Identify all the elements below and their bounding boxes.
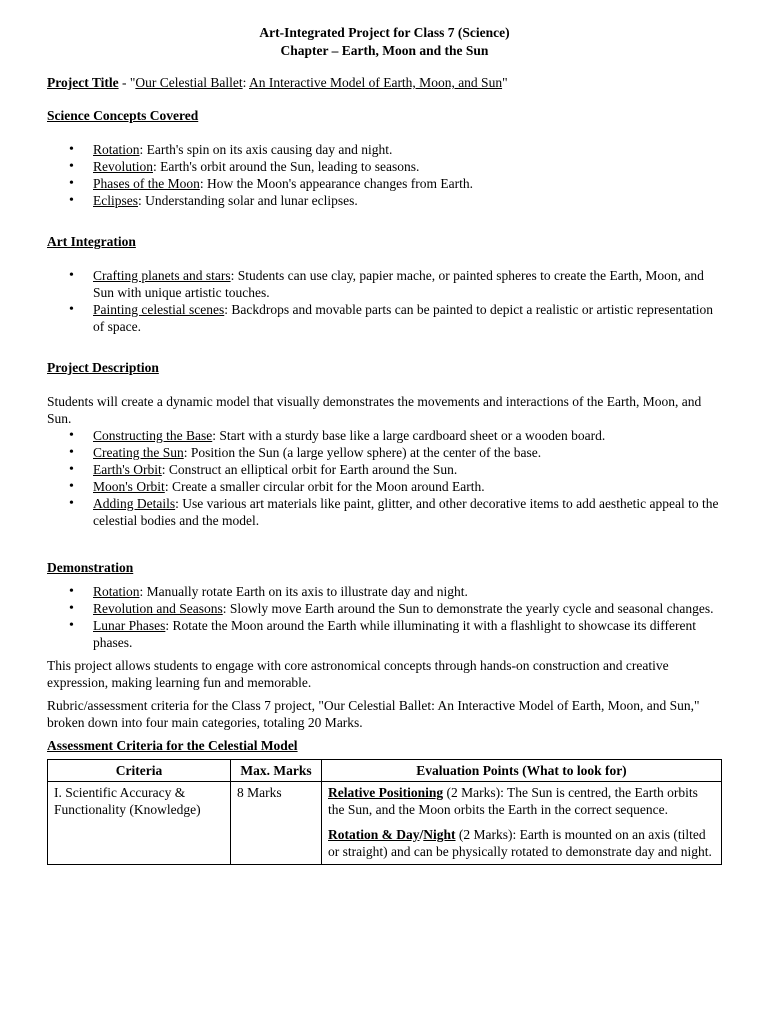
evaluation-point-text: (2 Marks): The Sun is centred, the Earth orbits the Sun, and the Moon orbits the Earth in the correct sequence. <box>328 785 698 817</box>
art-heading: Art Integration <box>47 234 136 249</box>
list-item <box>93 141 722 158</box>
assessment-heading: Assessment Criteria for the Celestial Model <box>47 738 298 753</box>
list-item-term: Revolution and Seasons <box>93 601 223 616</box>
list-item <box>93 461 722 478</box>
document-page <box>47 24 722 865</box>
evaluation-point <box>328 826 715 860</box>
rubric-intro: Rubric/assessment criteria for the Class 7 project, "Our Celestial Ballet: An Interactive Model of Earth, Moon, and Sun," broken down into four main categories, totaling 20 Marks. <box>47 698 700 730</box>
marks-cell: 8 Marks <box>231 782 322 865</box>
column-header-criteria: Criteria <box>48 760 231 782</box>
project-title-colon: : <box>242 75 249 90</box>
demo-heading: Demonstration <box>47 560 134 575</box>
list-item-text: : Construct an elliptical orbit for Earth around the Sun. <box>161 462 458 477</box>
list-item-term: Earth's Orbit <box>93 462 162 477</box>
title-line-1: Art-Integrated Project for Class 7 (Science) <box>259 25 510 40</box>
list-item-term: Crafting planets and stars <box>93 268 231 283</box>
list-item <box>93 495 722 529</box>
list-item-text: : Start with a sturdy base like a large cardboard sheet or a wooden board. <box>212 428 606 443</box>
description-list <box>47 427 722 529</box>
list-item-text: : Backdrops and movable parts can be painted to depict a realistic or artistic representation of space. <box>93 302 714 334</box>
list-item <box>93 478 722 495</box>
list-item <box>93 427 722 444</box>
list-item-term: Rotation <box>93 142 140 157</box>
list-item <box>93 158 722 175</box>
project-title-sep: - " <box>118 75 136 90</box>
list-item-term: Adding Details <box>93 496 176 511</box>
list-item <box>93 600 722 617</box>
column-header-marks: Max. Marks <box>231 760 322 782</box>
science-list <box>47 141 722 209</box>
table-header-row <box>48 760 722 782</box>
list-item <box>93 301 722 335</box>
list-item-term: Revolution <box>93 159 153 174</box>
list-item-term: Constructing the Base <box>93 428 213 443</box>
title-line-2: Chapter – Earth, Moon and the Sun <box>280 43 489 58</box>
list-item-text: : Earth's spin on its axis causing day and night. <box>139 142 393 157</box>
list-item-term: Eclipses <box>93 193 138 208</box>
list-item-text: : Earth's orbit around the Sun, leading to seasons. <box>153 159 420 174</box>
list-item-text: : Understanding solar and lunar eclipses. <box>138 193 358 208</box>
demo-list <box>47 583 722 651</box>
evaluation-point-slash: / <box>419 827 424 842</box>
list-item-text: : Manually rotate Earth on its axis to illustrate day and night. <box>139 584 468 599</box>
evaluation-point-term: Rotation & Day <box>328 827 420 842</box>
list-item-term: Rotation <box>93 584 140 599</box>
description-heading: Project Description <box>47 360 159 375</box>
list-item-text: : Rotate the Moon around the Earth while illuminating it with a flashlight to showcase its different phases. <box>93 618 697 650</box>
evaluation-point-term: Relative Positioning <box>328 785 444 800</box>
evaluation-cell <box>322 782 722 865</box>
list-item-text: : Slowly move Earth around the Sun to demonstrate the yearly cycle and seasonal changes. <box>222 601 714 616</box>
list-item-text: : Create a smaller circular orbit for the Moon around Earth. <box>164 479 485 494</box>
list-item <box>93 175 722 192</box>
list-item <box>93 267 722 301</box>
evaluation-point-text: (2 Marks): Earth is mounted on an axis (tilted or straight) and can be physically rotated to demonstrate day and night. <box>328 827 712 859</box>
list-item-term: Creating the Sun <box>93 445 184 460</box>
project-title-end: " <box>502 75 508 90</box>
closing-paragraph: This project allows students to engage with core astronomical concepts through hands-on construction and creative expression, making learning fun and memorable. <box>47 658 669 690</box>
list-item <box>93 583 722 600</box>
list-item-term: Painting celestial scenes <box>93 302 225 317</box>
list-item-text: : Use various art materials like paint, glitter, and other decorative items to add aesthetic appeal to the celestial bodies and the model. <box>93 496 719 528</box>
list-item <box>93 444 722 461</box>
project-title-line <box>47 74 722 91</box>
document-title <box>47 24 722 60</box>
list-item-text: : Position the Sun (a large yellow sphere) at the center of the base. <box>183 445 542 460</box>
assessment-table <box>47 759 722 865</box>
description-intro: Students will create a dynamic model that visually demonstrates the movements and interactions of the Earth, Moon, and Sun. <box>47 394 702 426</box>
project-title-label: Project Title <box>47 75 119 90</box>
table-row <box>48 782 722 865</box>
evaluation-point-term: Night <box>423 827 456 842</box>
art-list <box>47 267 722 335</box>
project-title-part2: An Interactive Model of Earth, Moon, and Sun <box>249 75 503 90</box>
list-item-term: Moon's Orbit <box>93 479 165 494</box>
project-title-part1: Our Celestial Ballet <box>135 75 243 90</box>
criteria-cell: I. Scientific Accuracy & Functionality (Knowledge) <box>48 782 231 865</box>
column-header-evaluation: Evaluation Points (What to look for) <box>322 760 722 782</box>
list-item-text: : How the Moon's appearance changes from Earth. <box>199 176 473 191</box>
list-item-term: Phases of the Moon <box>93 176 200 191</box>
list-item-text: : Students can use clay, papier mache, or painted spheres to create the Earth, Moon, and Sun with unique artistic touches. <box>93 268 704 300</box>
list-item <box>93 617 722 651</box>
science-heading: Science Concepts Covered <box>47 108 199 123</box>
evaluation-point <box>328 784 715 818</box>
list-item <box>93 192 722 209</box>
list-item-term: Lunar Phases <box>93 618 166 633</box>
